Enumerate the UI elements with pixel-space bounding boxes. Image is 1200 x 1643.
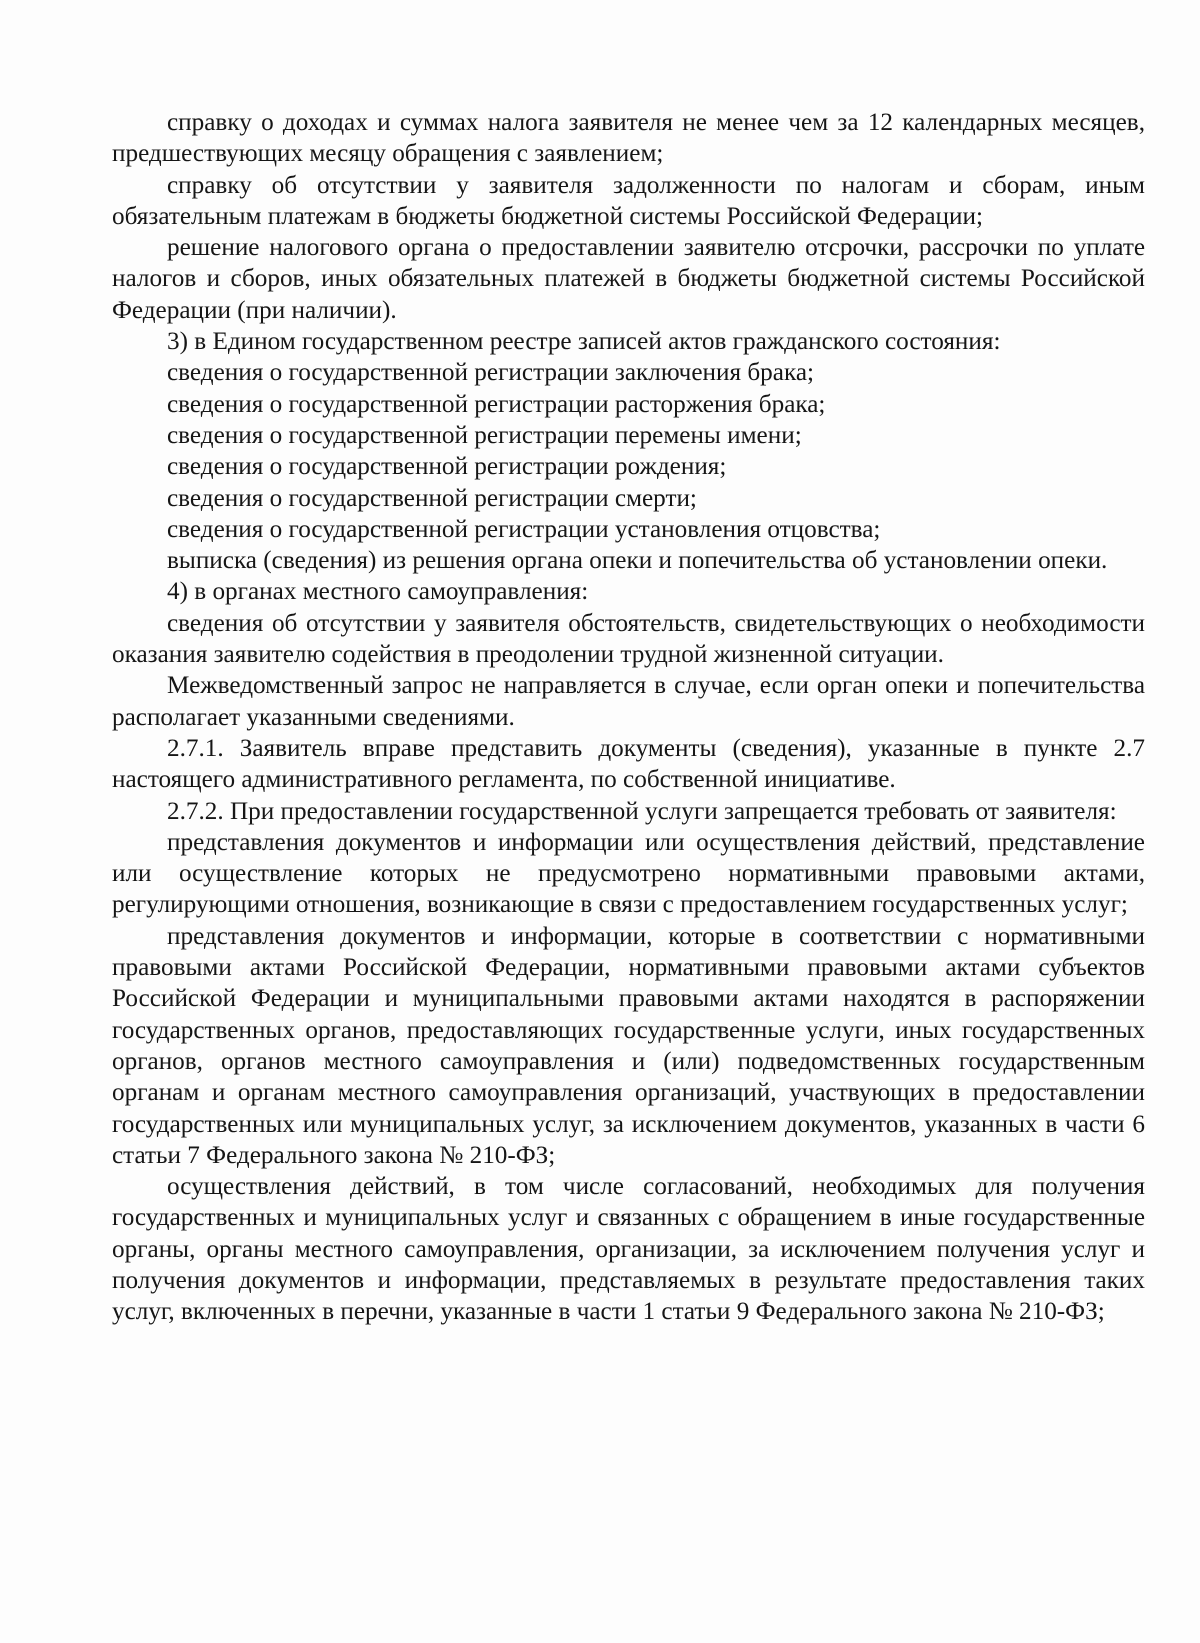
paragraph-name-change-registration: сведения о государственной регистрации перемены имени; <box>167 421 802 449</box>
paragraph-tax-deferral-decision: решение налогового органа о предоставлении заявителю отсрочки, рассрочки по уплате налогов и сборов, иных обязательных платежей в бюджеты бюджетной системы Российской Федерации (при наличии). <box>112 234 1145 324</box>
paragraph-prohibition-approvals: осуществления действий, в том числе согласований, необходимых для получения государственных и муниципальных услуг и связанных с обращением в иные государственные органы, органы местного самоуправления, организации, за исключением получения услуг и получения документов и информации, представляемых в результате предоставления таких услуг, включенных в перечни, указанные в части 1 статьи 9 Федерального закона № 210-ФЗ; <box>112 1173 1145 1326</box>
paragraph-marriage-registration: сведения о государственной регистрации заключения брака; <box>167 359 814 387</box>
paragraph-prohibition-documents-held: представления документов и информации, которые в соответствии с нормативными правовыми актами Российской Федерации, нормативными правовыми актами субъектов Российской Федерации и муниципальными правовыми актами находятся в распоряжении государственных органов, предоставляющих государственные услуги, иных государственных органов, органов местного самоуправления и (или) подведомственных государственным органам и органам местного самоуправления организаций, участвующих в предоставлении государственных или муниципальных услуг, за исключением документов, указанных в части 6 статьи 7 Федерального закона № 210-ФЗ; <box>112 922 1145 1169</box>
paragraph-income-certificate: справку о доходах и суммах налога заявителя не менее чем за 12 календарных месяцев, предшествующих месяцу обращения с заявлением; <box>112 109 1145 168</box>
paragraph-guardianship-extract: выписка (сведения) из решения органа опеки и попечительства об установлении опеки. <box>167 547 1108 575</box>
paragraph-local-government-heading: 4) в органах местного самоуправления: <box>167 578 589 606</box>
paragraph-paternity-registration: сведения о государственной регистрации установления отцовства; <box>167 515 881 543</box>
paragraph-divorce-registration: сведения о государственной регистрации расторжения брака; <box>167 390 826 418</box>
paragraph-birth-registration: сведения о государственной регистрации рождения; <box>167 453 727 481</box>
paragraph-prohibition-documents-actions: представления документов и информации или осуществления действий, представление или осуществление которых не предусмотрено нормативными правовыми актами, регулирующими отношения, возникающие в связи с предоставлением государственных услуг; <box>112 828 1145 919</box>
paragraph-hardship-absence: сведения об отсутствии у заявителя обстоятельств, свидетельствующих о необходимости оказания заявителю содействия в преодолении трудной жизненной ситуации. <box>112 609 1145 669</box>
paragraph-clause-2-7-1: 2.7.1. Заявитель вправе представить документы (сведения), указанные в пункте 2.7 настоящего административного регламента, по собственной инициативе. <box>112 734 1145 794</box>
document-body <box>112 107 1145 1328</box>
paragraph-interagency-request: Межведомственный запрос не направляется в случае, если орган опеки и попечительства располагает указанными сведениями. <box>112 672 1145 731</box>
paragraph-civil-registry-heading: 3) в Едином государственном реестре записей актов гражданского состояния: <box>167 328 1001 356</box>
paragraph-clause-2-7-2: 2.7.2. При предоставлении государственной услуги запрещается требовать от заявителя: <box>167 797 1117 825</box>
paragraph-no-tax-debt-certificate: справку об отсутствии у заявителя задолженности по налогам и сборам, иным обязательным платежам в бюджеты бюджетной системы Российской Федерации; <box>112 171 1145 230</box>
paragraph-death-registration: сведения о государственной регистрации смерти; <box>167 484 697 512</box>
